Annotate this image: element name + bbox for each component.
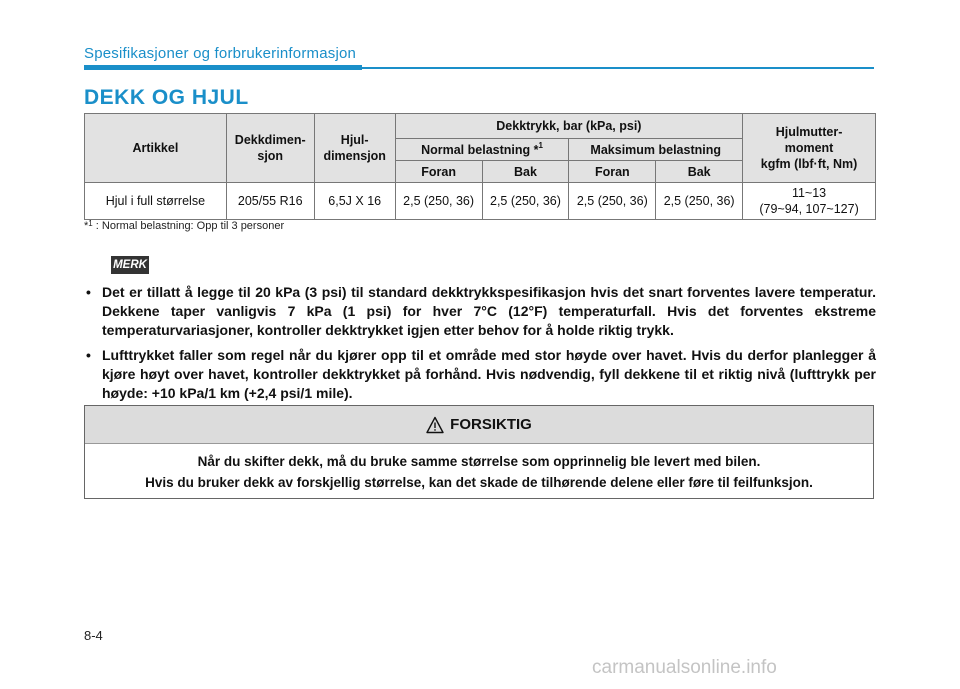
note-text: Lufttrykket faller som regel når du kjører opp til et område med stor høyde over havet. Hvis du derfor planlegger å kjøre høyt over havet, kontroller dekktrykket på forhånd. Hvis nødvendig, fyll dekkene til et riktig nivå (lufttrykk per høyde: +10 kPa/1 km (+2,4 psi/1 mile). [102, 347, 876, 401]
header-normal-sup: 1 [538, 140, 543, 150]
spec-table [84, 113, 876, 220]
cell-artikkel: Hjul i full størrelse [85, 183, 227, 220]
header-rule-thick [84, 65, 362, 70]
caution-header [85, 406, 873, 444]
bullet-icon: • [86, 347, 91, 363]
cell-normal-bak: 2,5 (250, 36) [482, 183, 569, 220]
caution-box [84, 405, 874, 499]
header-foran-normal: Foran [395, 161, 482, 183]
page-title: DEKK OG HJUL [84, 86, 249, 109]
notes-list [86, 283, 876, 409]
note-text: Det er tillatt å legge til 20 kPa (3 psi) til standard dekktrykkspesifikasjon hvis det snart forventes lavere temperatur. Dekkene taper vanligvis 7 kPa (1 psi) for hver 7°C (12°F) temperaturfall. Hvis det forventes ekstreme temperaturvariasjoner, kontroller dekktrykket igjen etter behov for å holde riktig trykk. [102, 284, 876, 338]
caution-title: FORSIKTIG [450, 416, 532, 433]
cell-hjuldimensjon: 6,5J X 16 [314, 183, 395, 220]
header-bak-maks: Bak [656, 161, 743, 183]
header-dekktrykk: Dekktrykk, bar (kPa, psi) [395, 114, 742, 139]
list-item [86, 283, 876, 340]
caution-line: Når du skifter dekk, må du bruke samme størrelse som opprinnelig ble levert med bilen. [197, 454, 761, 469]
footnote-sup: 1 [88, 219, 93, 228]
header-foran-maks: Foran [569, 161, 656, 183]
cell-dekkdimensjon: 205/55 R16 [226, 183, 314, 220]
table-row [85, 183, 876, 220]
caution-body [85, 444, 873, 492]
list-item [86, 346, 876, 403]
cell-moment: 11~13 (79~94, 107~127) [743, 183, 876, 220]
header-normal-belastning [395, 139, 569, 161]
watermark: carmanualsonline.info [592, 657, 777, 678]
header-maksimum-belastning: Maksimum belastning [569, 139, 743, 161]
footnote [84, 220, 284, 232]
header-normal-label: Normal belastning * [421, 142, 539, 157]
warning-triangle-icon [426, 416, 444, 434]
header-bak-normal: Bak [482, 161, 569, 183]
header-dekkdimensjon: Dekkdimen- sjon [226, 114, 314, 183]
footnote-marker: * [84, 220, 89, 232]
caution-line: Hvis du bruker dekk av forskjellig størrelse, kan det skade de tilhørende delene eller føre til feilfunksjon. [145, 475, 813, 490]
cell-maks-bak: 2,5 (250, 36) [656, 183, 743, 220]
header-hjuldimensjon: Hjul- dimensjon [314, 114, 395, 183]
footnote-text: : Normal belastning: Opp til 3 personer [92, 220, 285, 232]
header-rule-thin [362, 67, 874, 69]
bullet-icon: • [86, 284, 91, 300]
cell-normal-foran: 2,5 (250, 36) [395, 183, 482, 220]
header-artikkel: Artikkel [85, 114, 227, 183]
merk-badge: MERK [111, 256, 149, 274]
header-hjulmutter: Hjulmutter- moment kgfm (lbf·ft, Nm) [743, 114, 876, 183]
section-header: Spesifikasjoner og forbrukerinformasjon [84, 45, 357, 62]
cell-maks-foran: 2,5 (250, 36) [569, 183, 656, 220]
page-number: 8-4 [84, 628, 103, 643]
